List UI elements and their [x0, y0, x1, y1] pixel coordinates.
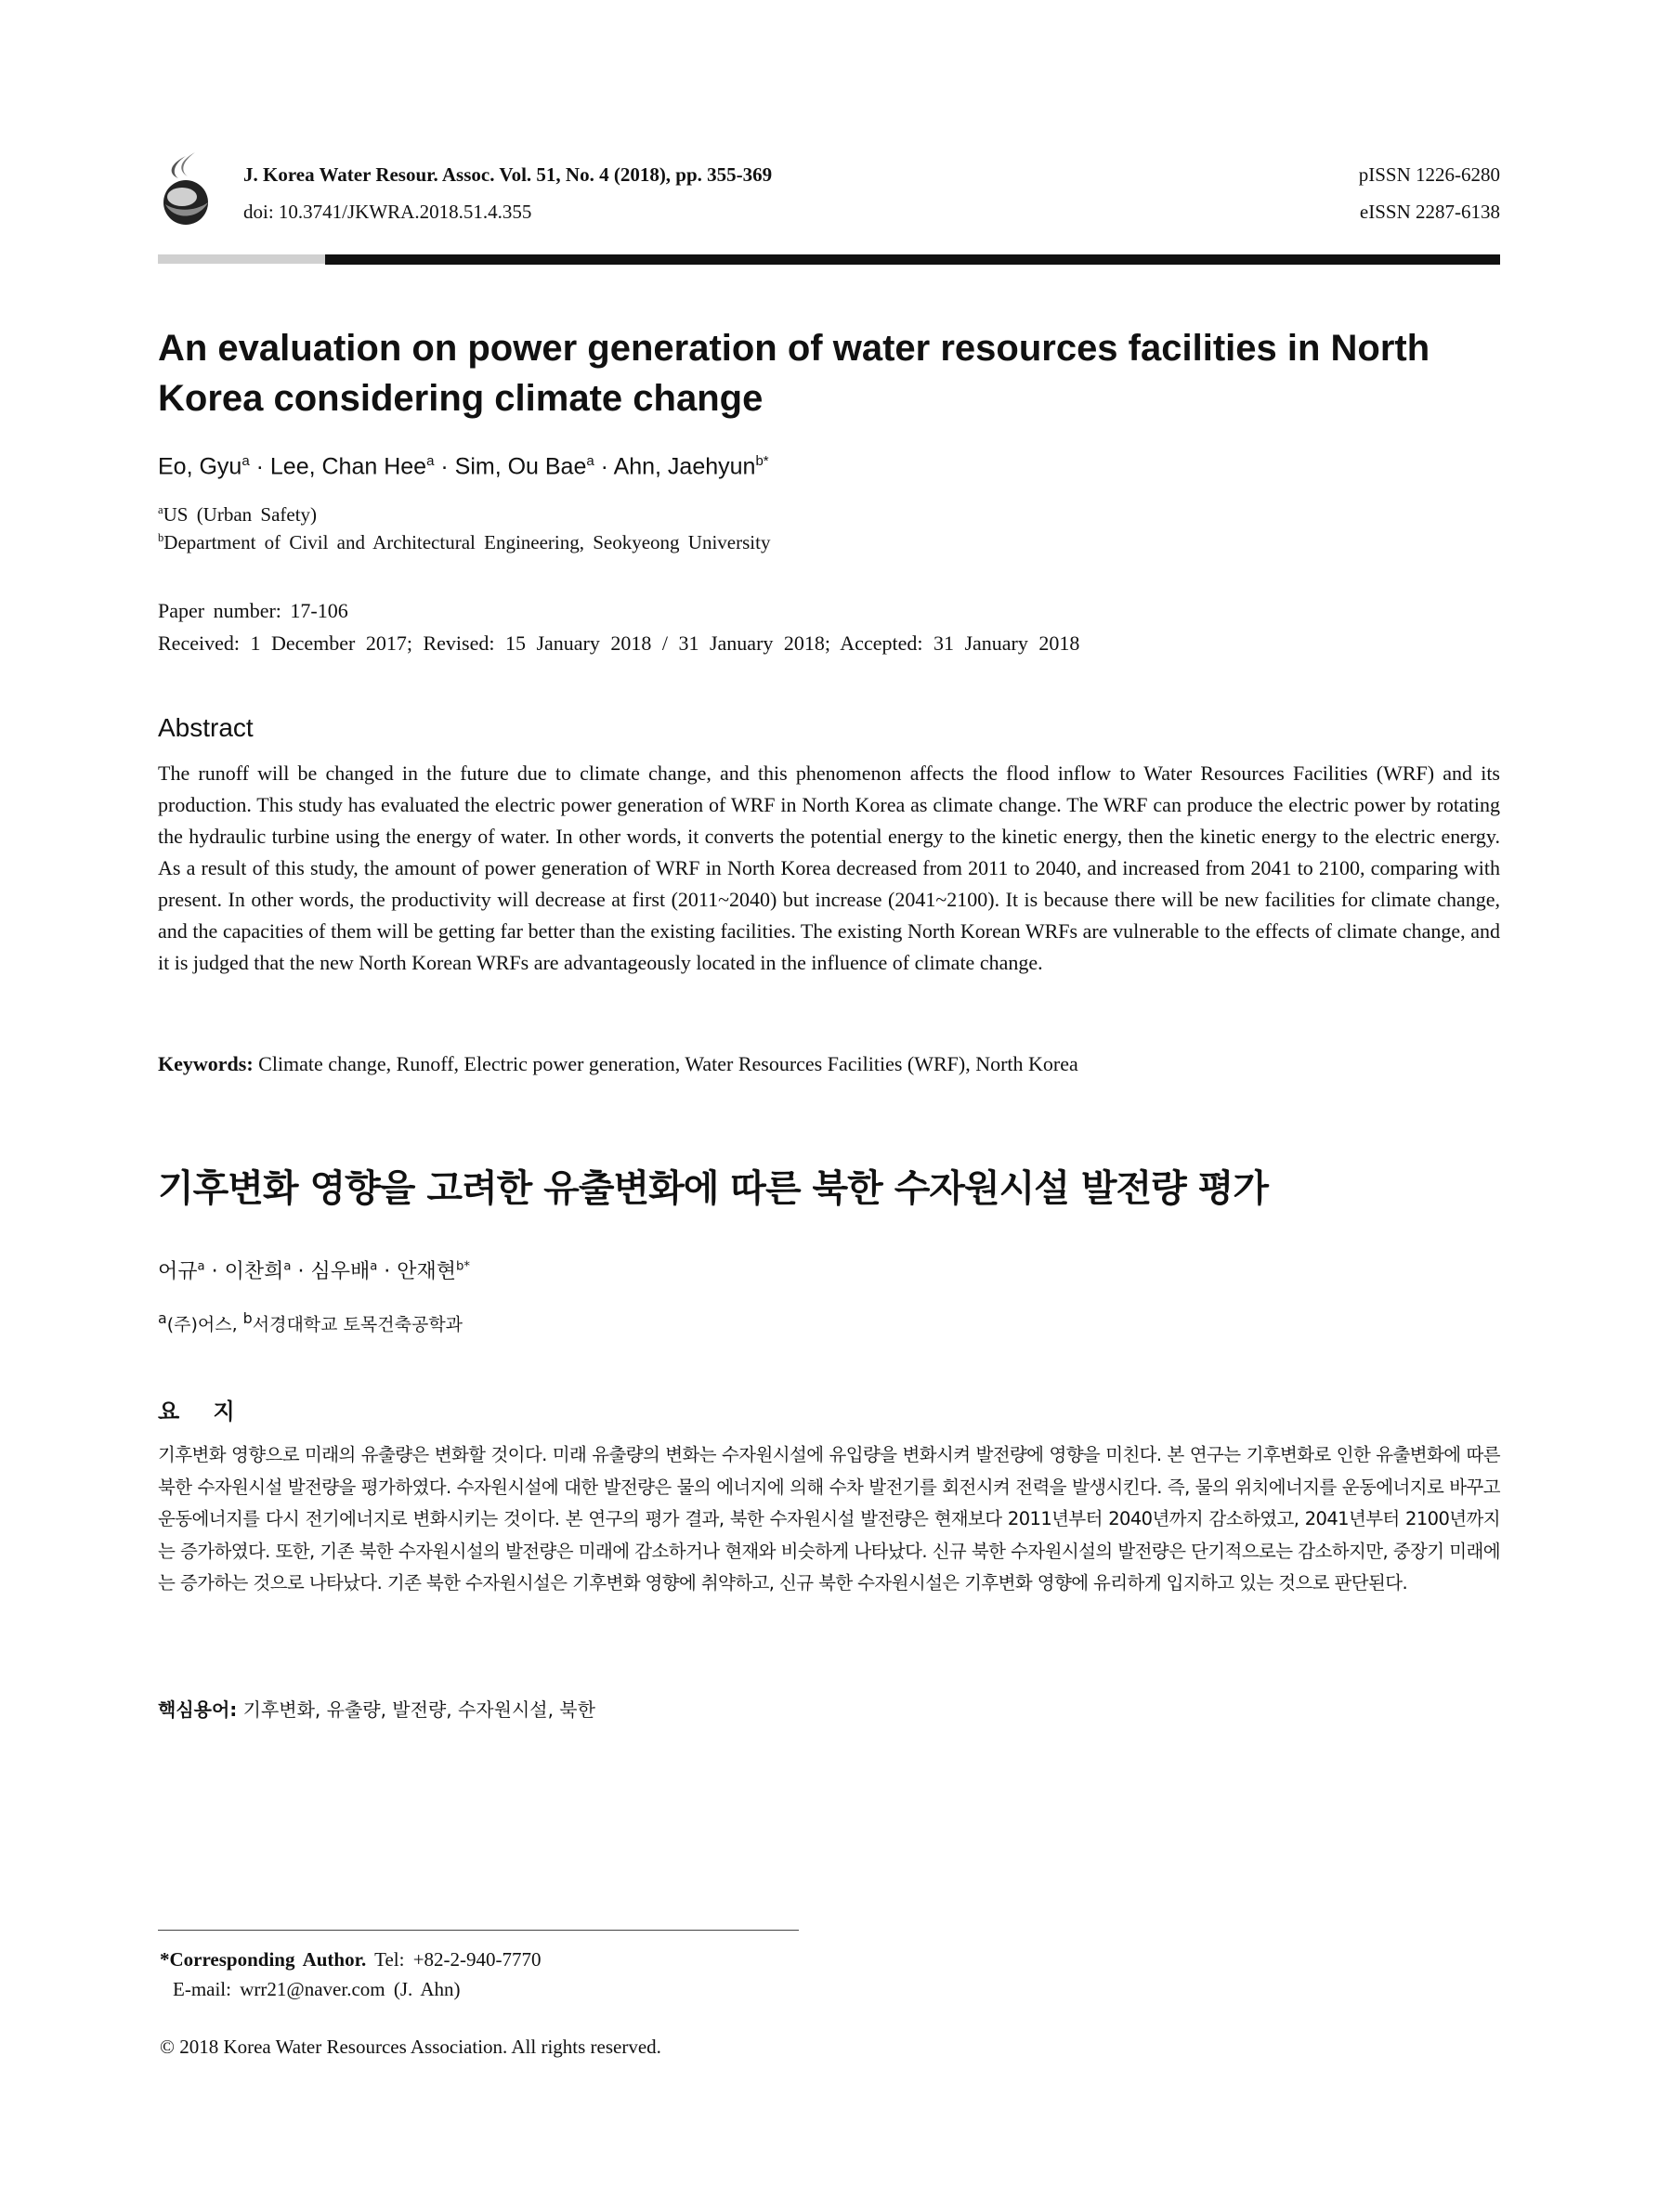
korean-author-name: 이찬희 [224, 1260, 284, 1283]
korean-author-affil-marker: b* [456, 1259, 471, 1274]
affiliation-ko-a-marker: a [158, 1309, 167, 1327]
affiliation-ko-b: 서경대학교 토목건축공학과 [252, 1314, 463, 1335]
header-rule-black [325, 254, 1500, 265]
affiliation-a-text: US (Urban Safety) [163, 503, 318, 526]
header-rule-gray [158, 254, 325, 264]
eissn: eISSN 2287-6138 [1359, 201, 1500, 223]
korean-author-affil-marker: a [283, 1259, 292, 1274]
english-author-name: Sim, Ou Bae [454, 453, 587, 480]
corresponding-author-label: *Corresponding Author. [160, 1948, 367, 1971]
english-author-name: Ahn, Jaehyun [613, 453, 756, 480]
keywords [158, 1052, 1500, 1076]
affiliation-ko-a: (주)어스, [166, 1314, 243, 1335]
author-list-english [158, 453, 769, 480]
abstract-body: The runoff will be changed in the future due to climate change, and this phenomenon affects the flood inflow to Water Resources Facilities (WRF) and its production. This study has evaluated the electric power generation of WRF in North Korea as climate change. The WRF can produce the electric power by rotating the hydraulic turbine using the energy of water. In other words, it converts the potential energy to the kinetic energy, then the kinetic energy to the electric energy. As a result of this study, the amount of power generation of WRF in North Korea decreased from 2011 to 2040, and increased from 2041 to 2100, comparing with present. In other words, the productivity will decrease at first (2011~2040) but increase (2041~2100). It is because there will be new facilities for climate change, and the capacities of them will be getting far better than the existing facilities. The existing North Korean WRFs are vulnerable to the effects of climate change, and it is judged that the new North Korean WRFs are advantageously located in the influence of climate change. [158, 761, 1500, 974]
corresponding-author [160, 1948, 542, 1971]
doi[interactable]: doi: 10.3741/JKWRA.2018.51.4.355 [243, 201, 532, 223]
korean-author-separator: · [291, 1260, 311, 1283]
korean-keywords-text: 기후변화, 유출량, 발전량, 수자원시설, 북한 [237, 1698, 595, 1721]
affiliation-a-marker: a [158, 503, 163, 516]
english-author-affil-marker: a [586, 453, 594, 469]
paper-title-korean: 기후변화 영향을 고려한 유출변화에 따른 북한 수자원시설 발전량 평가 [158, 1167, 1268, 1210]
english-author-affil-marker: a [242, 453, 250, 469]
paper-number: Paper number: 17-106 [158, 599, 348, 622]
korean-author-name: 심우배 [310, 1260, 371, 1283]
english-author-separator: · [249, 453, 270, 480]
korean-author-separator: · [204, 1260, 225, 1283]
pissn: pISSN 1226-6280 [1358, 163, 1500, 186]
english-author-separator: · [434, 453, 455, 480]
abstract-heading: Abstract [158, 713, 254, 742]
received-dates: Received: 1 December 2017; Revised: 15 January 2018 / 31 January 2018; Accepted: 31 January 2018 [158, 631, 1080, 655]
keywords-text: Climate change, Runoff, Electric power generation, Water Resources Facilities (WRF), North Korea [253, 1052, 1078, 1075]
english-author-affil-marker: b* [755, 453, 769, 469]
journal-logo-icon [158, 150, 215, 228]
author-list-korean [158, 1256, 470, 1284]
corresponding-author-tel: Tel: +82-2-940-7770 [366, 1948, 542, 1971]
english-author-separator: · [594, 453, 614, 480]
paper-title-english: An evaluation on power generation of water resources facilities in North Korea considering climate change [158, 328, 1430, 419]
korean-author-name: 안재현 [397, 1260, 457, 1283]
korean-author-separator: · [377, 1260, 398, 1283]
affiliation-b-text: Department of Civil and Architectural Engineering, Seokyeong University [163, 531, 771, 553]
copyright: © 2018 Korea Water Resources Association. All rights reserved. [160, 2036, 661, 2058]
affiliation-b-marker: b [158, 531, 164, 544]
footnote-rule [158, 1930, 799, 1931]
corresponding-email[interactable]: E-mail: wrr21@naver.com (J. Ahn) [173, 1978, 461, 2000]
korean-abstract-body: 기후변화 영향으로 미래의 유출량은 변화할 것이다. 미래 유출량의 변화는 수자원시설에 유입량을 변화시켜 발전량에 영향을 미친다. 본 연구는 기후변화로 인한 유출변화에 따른 북한 수자원시설 발전량을 평가하였다. 수자원시설에 대한 발전량은 물의 에너지에 의해 수차 발전기를 회전시켜 전력을 발생시킨다. 즉, 물의 위치에너지를 운동에너지로 바꾸고 운동에너지를 다시 전기에너지로 변화시키는 것이다. 본 연구의 평가 결과, 북한 수자원시설 발전량은 현재보다 2011년부터 2040년까지 감소하였고, 2041년부터 2100년까지는 증가하였다. 또한, 기존 북한 수자원시설의 발전량은 미래에 감소하거나 현재와 비슷하게 나타났다. 신규 북한 수자원시설의 발전량은 단기적으로는 감소하지만, 중장기 미래에는 증가하는 것으로 나타났다. 기존 북한 수자원시설은 기후변화 영향에 취약하고, 신규 북한 수자원시설은 기후변화 영향에 유리하게 입지하고 있는 것으로 판단된다. [158, 1444, 1500, 1594]
korean-abstract-heading: 요 지 [158, 1399, 248, 1425]
korean-keywords-label: 핵심용어: [158, 1698, 238, 1721]
english-author-affil-marker: a [426, 453, 435, 469]
affiliation-b [158, 524, 770, 556]
korean-author-name: 어규 [158, 1260, 198, 1283]
affiliation-ko-b-marker: b [242, 1309, 253, 1327]
english-author-name: Lee, Chan Hee [269, 453, 427, 480]
korean-author-affil-marker: a [197, 1259, 205, 1274]
keywords-label: Keywords: [158, 1052, 254, 1075]
korean-keywords [158, 1695, 595, 1722]
affiliation-korean [158, 1309, 463, 1335]
korean-author-affil-marker: a [370, 1259, 378, 1274]
journal-citation: J. Korea Water Resour. Assoc. Vol. 51, No. 4 (2018), pp. 355-369 [243, 163, 773, 186]
english-author-name: Eo, Gyu [158, 453, 242, 480]
